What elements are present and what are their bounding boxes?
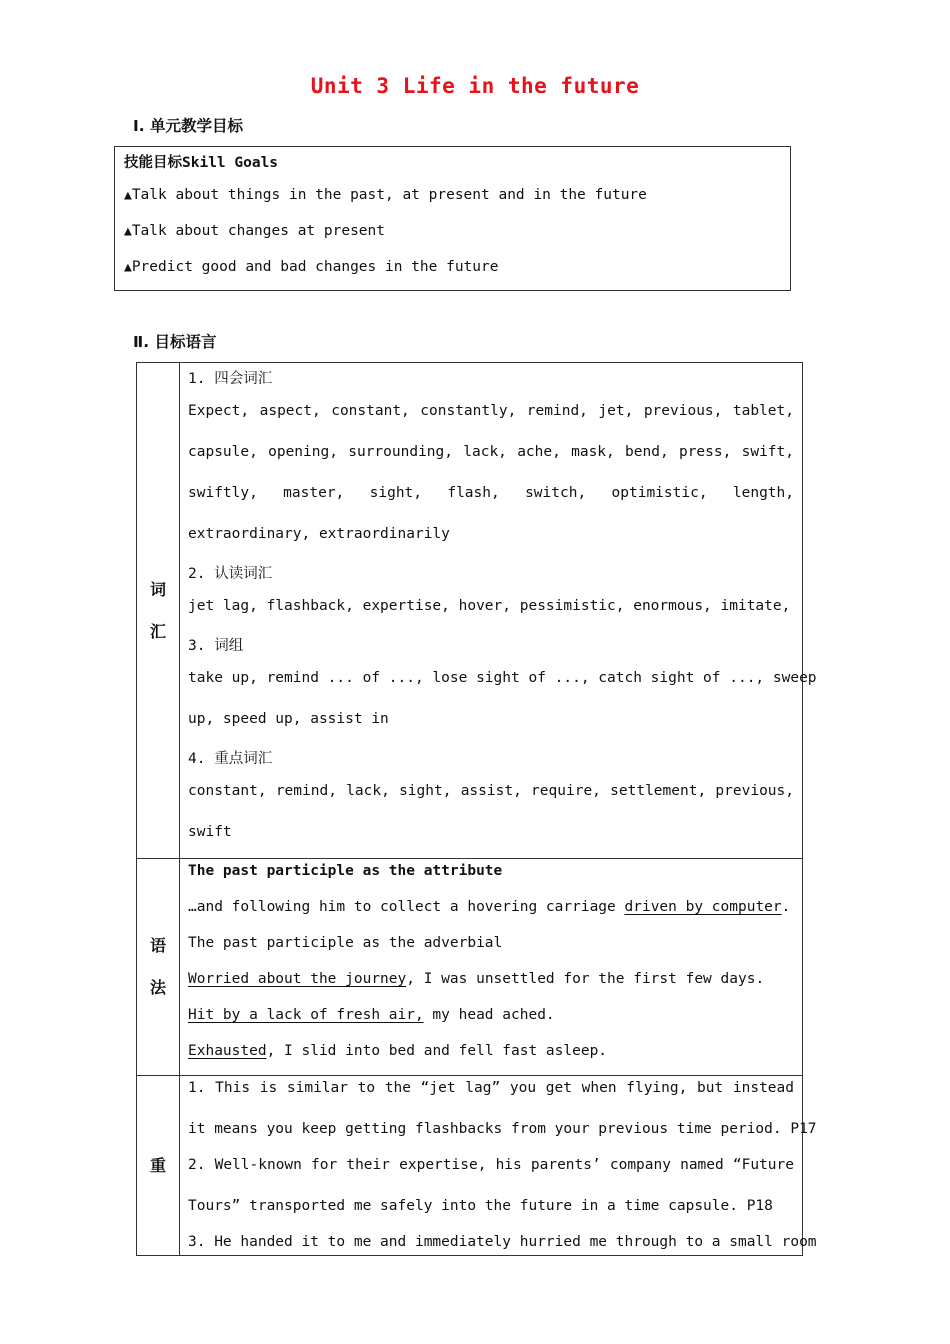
goal-item: ▲Talk about changes at present xyxy=(124,223,385,239)
vocab-label: 词 汇 xyxy=(137,363,180,859)
vocab-heading: 1. 四会词汇 xyxy=(188,371,273,387)
vocab-line: capsule, opening, surrounding, lack, ache, mask, bend, press, swift, xyxy=(188,444,794,460)
vocab-line: swift xyxy=(188,824,232,840)
triangle-bullet-icon: ▲ xyxy=(124,188,132,203)
key-sentence-line: it means you keep getting flashbacks from your previous time period. P17 xyxy=(188,1121,817,1137)
key-sentences-cell xyxy=(180,1076,817,1256)
goal-item: ▲Talk about things in the past, at present and in the future xyxy=(124,187,647,203)
key-sentence-line: 2. Well-known for their expertise, his parents’ company named “Future xyxy=(188,1157,794,1173)
vocab-line: swiftly, master, sight, flash, switch, optimistic, length, xyxy=(188,485,794,501)
vocab-heading: 2. 认读词汇 xyxy=(188,566,273,582)
grammar-label: 语 法 xyxy=(137,859,180,1076)
triangle-bullet-icon: ▲ xyxy=(124,224,132,239)
grammar-row xyxy=(137,859,803,1076)
grammar-example: Hit by a lack of fresh air, my head ached. xyxy=(188,1007,555,1023)
skill-goals-title: 技能目标Skill Goals xyxy=(124,155,279,171)
vocab-heading: 4. 重点词汇 xyxy=(188,751,273,767)
grammar-example: Worried about the journey, I was unsettled for the first few days. xyxy=(188,971,765,987)
skill-goals-box xyxy=(114,146,791,291)
vocab-line: extraordinary, extraordinarily xyxy=(188,526,450,542)
grammar-heading: The past participle as the adverbial xyxy=(188,935,503,951)
key-sentence-line: 3. He handed it to me and immediately hurried me through to a small room xyxy=(188,1234,817,1250)
key-sentence-line: 1. This is similar to the “jet lag” you get when flying, but instead xyxy=(188,1080,794,1096)
vocab-line: take up, remind ... of ..., lose sight of ..., catch sight of ..., sweep xyxy=(188,670,817,686)
target-language-table xyxy=(136,362,817,1256)
vocab-row xyxy=(137,363,803,859)
section-heading-teaching-goals: Ⅰ. 单元教学目标 xyxy=(133,117,244,135)
vocab-heading: 3. 词组 xyxy=(188,638,244,654)
key-sentence-line: Tours” transported me safely into the future in a time capsule. P18 xyxy=(188,1198,773,1214)
grammar-example: Exhausted, I slid into bed and fell fast asleep. xyxy=(188,1043,608,1059)
vocab-line: up, speed up, assist in xyxy=(188,711,389,727)
triangle-bullet-icon: ▲ xyxy=(124,260,132,275)
grammar-heading: The past participle as the attribute xyxy=(188,863,503,879)
vocab-line: jet lag, flashback, expertise, hover, pessimistic, enormous, imitate, xyxy=(188,598,791,614)
vocab-line: constant, remind, lack, sight, assist, require, settlement, previous, xyxy=(188,783,794,799)
vocab-cell xyxy=(180,363,817,859)
page-title: Unit 3 Life in the future xyxy=(310,74,640,98)
section-heading-target-language: Ⅱ. 目标语言 xyxy=(133,333,217,351)
key-sentences-row xyxy=(137,1076,803,1256)
goal-item: ▲Predict good and bad changes in the future xyxy=(124,259,499,275)
grammar-example: …and following him to collect a hovering carriage driven by computer. xyxy=(188,899,791,915)
key-sentences-label: 重 xyxy=(137,1076,180,1256)
grammar-cell xyxy=(180,859,803,1076)
vocab-line: Expect, aspect, constant, constantly, remind, jet, previous, tablet, xyxy=(188,403,794,419)
